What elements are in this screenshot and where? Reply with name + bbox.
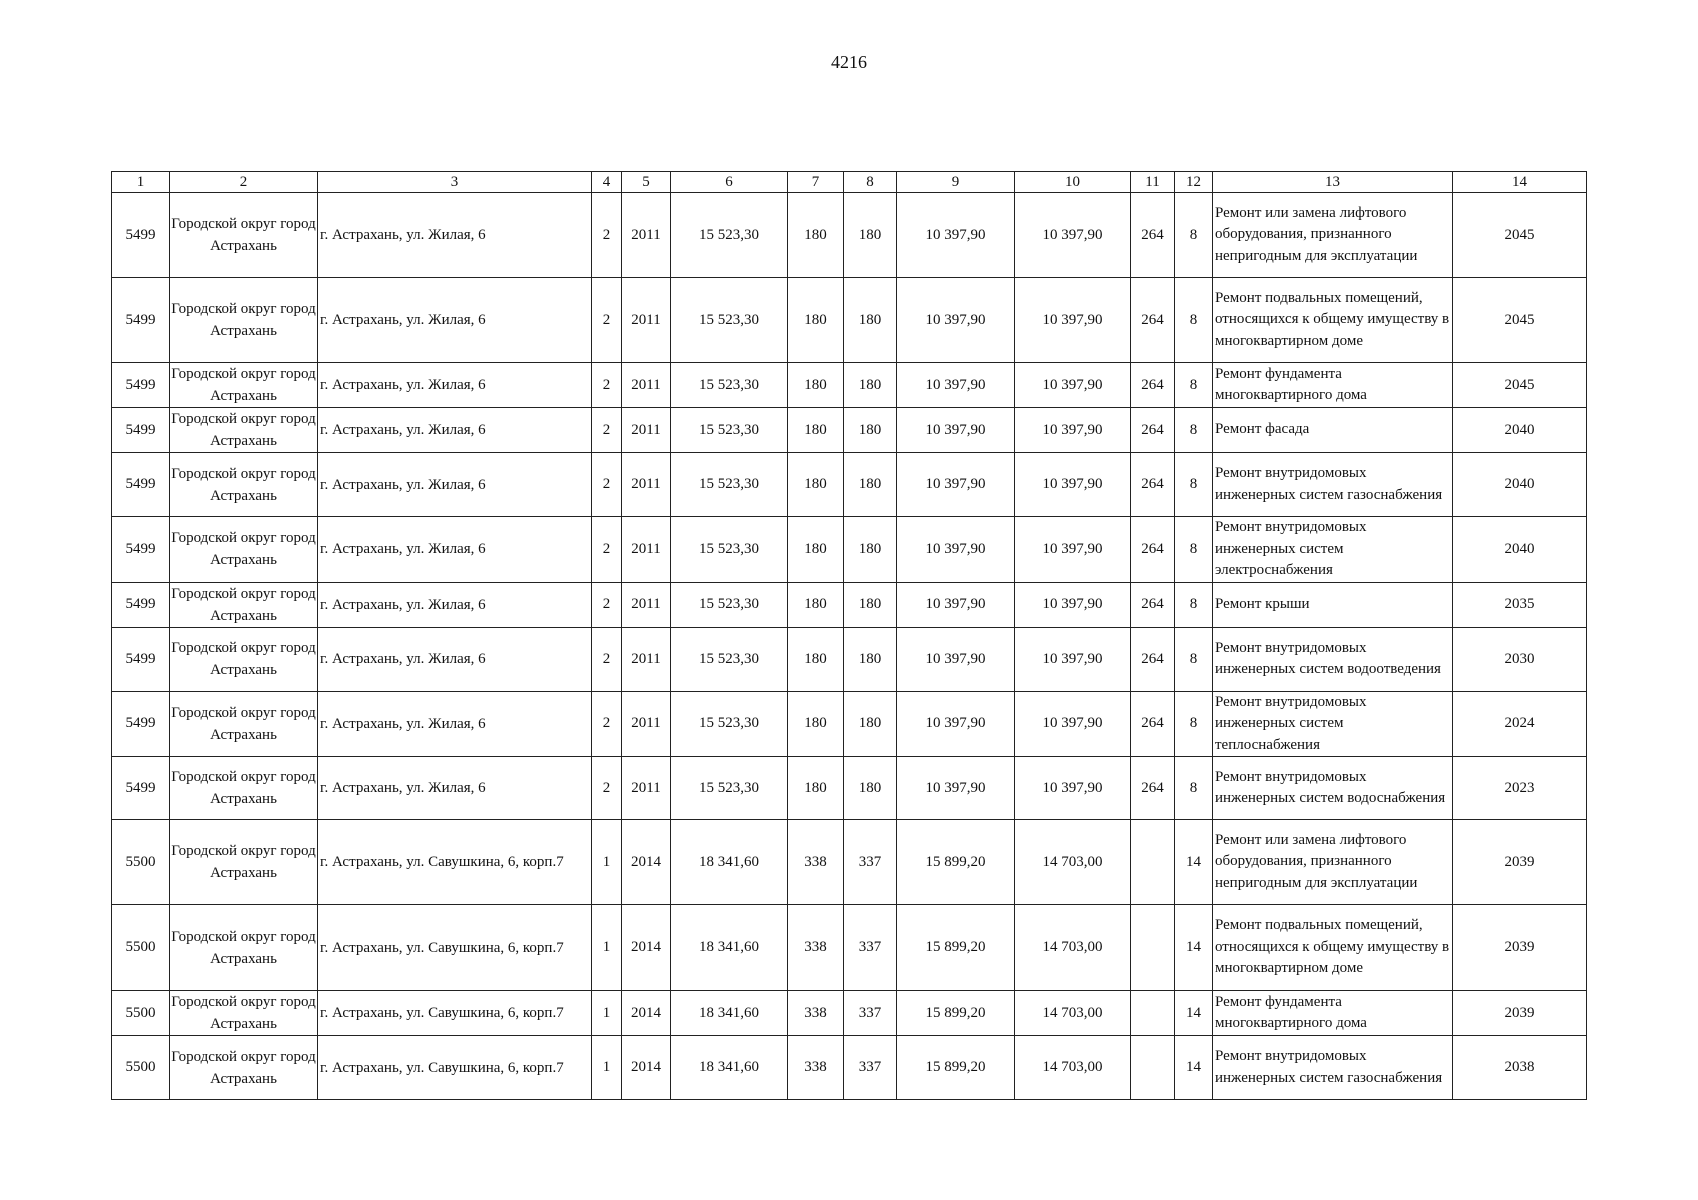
area-owned-cell: 14 703,00	[1015, 1036, 1131, 1100]
area-owned-cell: 10 397,90	[1015, 757, 1131, 820]
record-number-cell: 5499	[112, 517, 170, 583]
col-11-value-cell	[1131, 820, 1175, 905]
repair-register-table	[111, 171, 1587, 1100]
area-total-cell: 18 341,60	[671, 905, 788, 991]
area-total-cell: 15 523,30	[671, 627, 788, 691]
record-number-cell: 5499	[112, 627, 170, 691]
area-residential-cell: 15 899,20	[897, 1036, 1015, 1100]
table-header	[112, 172, 1587, 193]
planned-year-cell: 2023	[1453, 757, 1587, 820]
col-7-value-cell: 338	[788, 905, 844, 991]
col-4-value-cell: 2	[592, 691, 622, 757]
col-8-value-cell: 337	[844, 991, 897, 1036]
work-type-cell: Ремонт подвальных помещений, относящихся к общему имуществу в многоквартирном доме	[1213, 905, 1453, 991]
year-value-cell: 2011	[622, 453, 671, 517]
col-4-value-cell: 2	[592, 193, 622, 278]
address-cell: г. Астрахань, ул. Жилая, 6	[318, 453, 592, 517]
column-header-11: 11	[1131, 172, 1175, 193]
col-7-value-cell: 180	[788, 408, 844, 453]
work-type-cell: Ремонт фасада	[1213, 408, 1453, 453]
record-number-cell: 5499	[112, 453, 170, 517]
area-total-cell: 18 341,60	[671, 820, 788, 905]
table-row	[112, 691, 1587, 757]
area-residential-cell: 10 397,90	[897, 363, 1015, 408]
col-12-value-cell: 8	[1175, 363, 1213, 408]
col-12-value-cell: 8	[1175, 582, 1213, 627]
column-header-4: 4	[592, 172, 622, 193]
table-row	[112, 627, 1587, 691]
area-owned-cell: 10 397,90	[1015, 278, 1131, 363]
col-7-value-cell: 180	[788, 363, 844, 408]
column-header-1: 1	[112, 172, 170, 193]
area-total-cell: 15 523,30	[671, 363, 788, 408]
table-row	[112, 408, 1587, 453]
area-owned-cell: 10 397,90	[1015, 627, 1131, 691]
col-11-value-cell	[1131, 1036, 1175, 1100]
address-cell: г. Астрахань, ул. Жилая, 6	[318, 691, 592, 757]
planned-year-cell: 2040	[1453, 517, 1587, 583]
table-row	[112, 453, 1587, 517]
column-header-10: 10	[1015, 172, 1131, 193]
planned-year-cell: 2045	[1453, 193, 1587, 278]
municipality-cell: Городской округ город Астрахань	[170, 517, 318, 583]
address-cell: г. Астрахань, ул. Жилая, 6	[318, 363, 592, 408]
col-4-value-cell: 2	[592, 278, 622, 363]
page-number: 4216	[831, 52, 867, 72]
address-cell: г. Астрахань, ул. Жилая, 6	[318, 627, 592, 691]
area-total-cell: 15 523,30	[671, 278, 788, 363]
col-12-value-cell: 14	[1175, 905, 1213, 991]
area-owned-cell: 10 397,90	[1015, 408, 1131, 453]
area-total-cell: 15 523,30	[671, 691, 788, 757]
column-header-9: 9	[897, 172, 1015, 193]
col-7-value-cell: 180	[788, 278, 844, 363]
col-7-value-cell: 180	[788, 453, 844, 517]
table-row	[112, 517, 1587, 583]
col-4-value-cell: 2	[592, 517, 622, 583]
col-12-value-cell: 8	[1175, 453, 1213, 517]
col-7-value-cell: 338	[788, 820, 844, 905]
area-residential-cell: 10 397,90	[897, 757, 1015, 820]
col-4-value-cell: 1	[592, 991, 622, 1036]
col-11-value-cell: 264	[1131, 193, 1175, 278]
table-row	[112, 1036, 1587, 1100]
area-owned-cell: 14 703,00	[1015, 991, 1131, 1036]
planned-year-cell: 2039	[1453, 991, 1587, 1036]
column-header-5: 5	[622, 172, 671, 193]
table-row	[112, 991, 1587, 1036]
col-7-value-cell: 180	[788, 517, 844, 583]
municipality-cell: Городской округ город Астрахань	[170, 820, 318, 905]
year-value-cell: 2011	[622, 627, 671, 691]
col-8-value-cell: 337	[844, 905, 897, 991]
area-total-cell: 15 523,30	[671, 193, 788, 278]
record-number-cell: 5499	[112, 193, 170, 278]
column-header-7: 7	[788, 172, 844, 193]
year-value-cell: 2011	[622, 517, 671, 583]
col-12-value-cell: 14	[1175, 991, 1213, 1036]
area-residential-cell: 10 397,90	[897, 517, 1015, 583]
column-header-12: 12	[1175, 172, 1213, 193]
area-owned-cell: 10 397,90	[1015, 193, 1131, 278]
area-total-cell: 15 523,30	[671, 517, 788, 583]
address-cell: г. Астрахань, ул. Савушкина, 6, корп.7	[318, 820, 592, 905]
municipality-cell: Городской округ город Астрахань	[170, 905, 318, 991]
area-residential-cell: 10 397,90	[897, 453, 1015, 517]
col-7-value-cell: 180	[788, 627, 844, 691]
col-4-value-cell: 1	[592, 820, 622, 905]
planned-year-cell: 2030	[1453, 627, 1587, 691]
table-row	[112, 820, 1587, 905]
col-7-value-cell: 338	[788, 1036, 844, 1100]
work-type-cell: Ремонт внутридомовых инженерных систем газоснабжения	[1213, 1036, 1453, 1100]
address-cell: г. Астрахань, ул. Жилая, 6	[318, 517, 592, 583]
record-number-cell: 5500	[112, 1036, 170, 1100]
column-number-row	[112, 172, 1587, 193]
municipality-cell: Городской округ город Астрахань	[170, 627, 318, 691]
col-8-value-cell: 337	[844, 820, 897, 905]
area-total-cell: 15 523,30	[671, 408, 788, 453]
area-residential-cell: 10 397,90	[897, 193, 1015, 278]
col-4-value-cell: 2	[592, 582, 622, 627]
col-7-value-cell: 180	[788, 582, 844, 627]
municipality-cell: Городской округ город Астрахань	[170, 691, 318, 757]
col-7-value-cell: 180	[788, 691, 844, 757]
table-row	[112, 582, 1587, 627]
col-8-value-cell: 180	[844, 627, 897, 691]
col-4-value-cell: 2	[592, 627, 622, 691]
area-residential-cell: 10 397,90	[897, 278, 1015, 363]
col-8-value-cell: 180	[844, 408, 897, 453]
record-number-cell: 5499	[112, 363, 170, 408]
col-12-value-cell: 8	[1175, 278, 1213, 363]
area-total-cell: 18 341,60	[671, 991, 788, 1036]
municipality-cell: Городской округ город Астрахань	[170, 991, 318, 1036]
address-cell: г. Астрахань, ул. Жилая, 6	[318, 278, 592, 363]
area-owned-cell: 10 397,90	[1015, 691, 1131, 757]
municipality-cell: Городской округ город Астрахань	[170, 363, 318, 408]
table-row	[112, 193, 1587, 278]
planned-year-cell: 2039	[1453, 820, 1587, 905]
area-owned-cell: 14 703,00	[1015, 820, 1131, 905]
record-number-cell: 5499	[112, 408, 170, 453]
year-value-cell: 2011	[622, 757, 671, 820]
work-type-cell: Ремонт или замена лифтового оборудования, признанного непригодным для эксплуатации	[1213, 820, 1453, 905]
col-8-value-cell: 180	[844, 278, 897, 363]
area-total-cell: 15 523,30	[671, 757, 788, 820]
work-type-cell: Ремонт фундамента многоквартирного дома	[1213, 363, 1453, 408]
col-11-value-cell: 264	[1131, 363, 1175, 408]
col-8-value-cell: 337	[844, 1036, 897, 1100]
work-type-cell: Ремонт подвальных помещений, относящихся к общему имуществу в многоквартирном доме	[1213, 278, 1453, 363]
year-value-cell: 2014	[622, 905, 671, 991]
area-residential-cell: 10 397,90	[897, 627, 1015, 691]
area-residential-cell: 10 397,90	[897, 582, 1015, 627]
planned-year-cell: 2035	[1453, 582, 1587, 627]
column-header-6: 6	[671, 172, 788, 193]
table-row	[112, 363, 1587, 408]
area-residential-cell: 15 899,20	[897, 905, 1015, 991]
col-11-value-cell: 264	[1131, 582, 1175, 627]
col-11-value-cell: 264	[1131, 408, 1175, 453]
area-residential-cell: 15 899,20	[897, 991, 1015, 1036]
col-4-value-cell: 2	[592, 363, 622, 408]
planned-year-cell: 2038	[1453, 1036, 1587, 1100]
planned-year-cell: 2040	[1453, 453, 1587, 517]
col-7-value-cell: 180	[788, 757, 844, 820]
column-header-13: 13	[1213, 172, 1453, 193]
year-value-cell: 2014	[622, 1036, 671, 1100]
work-type-cell: Ремонт внутридомовых инженерных систем теплоснабжения	[1213, 691, 1453, 757]
municipality-cell: Городской округ город Астрахань	[170, 582, 318, 627]
municipality-cell: Городской округ город Астрахань	[170, 193, 318, 278]
planned-year-cell: 2040	[1453, 408, 1587, 453]
col-4-value-cell: 2	[592, 408, 622, 453]
area-residential-cell: 10 397,90	[897, 691, 1015, 757]
address-cell: г. Астрахань, ул. Жилая, 6	[318, 408, 592, 453]
table-row	[112, 905, 1587, 991]
year-value-cell: 2011	[622, 363, 671, 408]
col-4-value-cell: 1	[592, 905, 622, 991]
address-cell: г. Астрахань, ул. Жилая, 6	[318, 582, 592, 627]
record-number-cell: 5499	[112, 757, 170, 820]
year-value-cell: 2011	[622, 582, 671, 627]
address-cell: г. Астрахань, ул. Савушкина, 6, корп.7	[318, 905, 592, 991]
col-12-value-cell: 8	[1175, 408, 1213, 453]
area-owned-cell: 10 397,90	[1015, 453, 1131, 517]
area-total-cell: 15 523,30	[671, 453, 788, 517]
column-header-2: 2	[170, 172, 318, 193]
planned-year-cell: 2024	[1453, 691, 1587, 757]
year-value-cell: 2014	[622, 991, 671, 1036]
municipality-cell: Городской округ город Астрахань	[170, 278, 318, 363]
work-type-cell: Ремонт или замена лифтового оборудования, признанного непригодным для эксплуатации	[1213, 193, 1453, 278]
work-type-cell: Ремонт крыши	[1213, 582, 1453, 627]
work-type-cell: Ремонт внутридомовых инженерных систем водоснабжения	[1213, 757, 1453, 820]
planned-year-cell: 2045	[1453, 363, 1587, 408]
area-total-cell: 15 523,30	[671, 582, 788, 627]
column-header-8: 8	[844, 172, 897, 193]
col-8-value-cell: 180	[844, 517, 897, 583]
column-header-14: 14	[1453, 172, 1587, 193]
address-cell: г. Астрахань, ул. Жилая, 6	[318, 757, 592, 820]
col-8-value-cell: 180	[844, 453, 897, 517]
year-value-cell: 2011	[622, 278, 671, 363]
address-cell: г. Астрахань, ул. Савушкина, 6, корп.7	[318, 991, 592, 1036]
col-11-value-cell: 264	[1131, 627, 1175, 691]
area-owned-cell: 10 397,90	[1015, 517, 1131, 583]
work-type-cell: Ремонт внутридомовых инженерных систем газоснабжения	[1213, 453, 1453, 517]
record-number-cell: 5500	[112, 820, 170, 905]
area-total-cell: 18 341,60	[671, 1036, 788, 1100]
col-12-value-cell: 14	[1175, 820, 1213, 905]
table-row	[112, 757, 1587, 820]
table-body	[112, 193, 1587, 1100]
record-number-cell: 5500	[112, 905, 170, 991]
col-8-value-cell: 180	[844, 757, 897, 820]
col-7-value-cell: 180	[788, 193, 844, 278]
area-owned-cell: 10 397,90	[1015, 363, 1131, 408]
municipality-cell: Городской округ город Астрахань	[170, 1036, 318, 1100]
col-4-value-cell: 2	[592, 453, 622, 517]
column-header-3: 3	[318, 172, 592, 193]
year-value-cell: 2011	[622, 408, 671, 453]
municipality-cell: Городской округ город Астрахань	[170, 408, 318, 453]
col-4-value-cell: 1	[592, 1036, 622, 1100]
address-cell: г. Астрахань, ул. Жилая, 6	[318, 193, 592, 278]
year-value-cell: 2011	[622, 691, 671, 757]
record-number-cell: 5499	[112, 278, 170, 363]
area-residential-cell: 10 397,90	[897, 408, 1015, 453]
col-11-value-cell: 264	[1131, 453, 1175, 517]
col-12-value-cell: 8	[1175, 193, 1213, 278]
planned-year-cell: 2039	[1453, 905, 1587, 991]
col-11-value-cell	[1131, 991, 1175, 1036]
col-8-value-cell: 180	[844, 363, 897, 408]
col-11-value-cell: 264	[1131, 517, 1175, 583]
area-owned-cell: 10 397,90	[1015, 582, 1131, 627]
area-owned-cell: 14 703,00	[1015, 905, 1131, 991]
address-cell: г. Астрахань, ул. Савушкина, 6, корп.7	[318, 1036, 592, 1100]
municipality-cell: Городской округ город Астрахань	[170, 453, 318, 517]
col-12-value-cell: 8	[1175, 691, 1213, 757]
col-8-value-cell: 180	[844, 582, 897, 627]
municipality-cell: Городской округ город Астрахань	[170, 757, 318, 820]
record-number-cell: 5500	[112, 991, 170, 1036]
col-8-value-cell: 180	[844, 691, 897, 757]
record-number-cell: 5499	[112, 691, 170, 757]
col-12-value-cell: 8	[1175, 627, 1213, 691]
table-row	[112, 278, 1587, 363]
work-type-cell: Ремонт фундамента многоквартирного дома	[1213, 991, 1453, 1036]
col-12-value-cell: 14	[1175, 1036, 1213, 1100]
col-11-value-cell: 264	[1131, 278, 1175, 363]
year-value-cell: 2014	[622, 820, 671, 905]
area-residential-cell: 15 899,20	[897, 820, 1015, 905]
col-11-value-cell: 264	[1131, 757, 1175, 820]
col-12-value-cell: 8	[1175, 517, 1213, 583]
record-number-cell: 5499	[112, 582, 170, 627]
col-8-value-cell: 180	[844, 193, 897, 278]
year-value-cell: 2011	[622, 193, 671, 278]
col-12-value-cell: 8	[1175, 757, 1213, 820]
col-11-value-cell: 264	[1131, 691, 1175, 757]
work-type-cell: Ремонт внутридомовых инженерных систем водоотведения	[1213, 627, 1453, 691]
planned-year-cell: 2045	[1453, 278, 1587, 363]
col-4-value-cell: 2	[592, 757, 622, 820]
work-type-cell: Ремонт внутридомовых инженерных систем электроснабжения	[1213, 517, 1453, 583]
col-11-value-cell	[1131, 905, 1175, 991]
col-7-value-cell: 338	[788, 991, 844, 1036]
